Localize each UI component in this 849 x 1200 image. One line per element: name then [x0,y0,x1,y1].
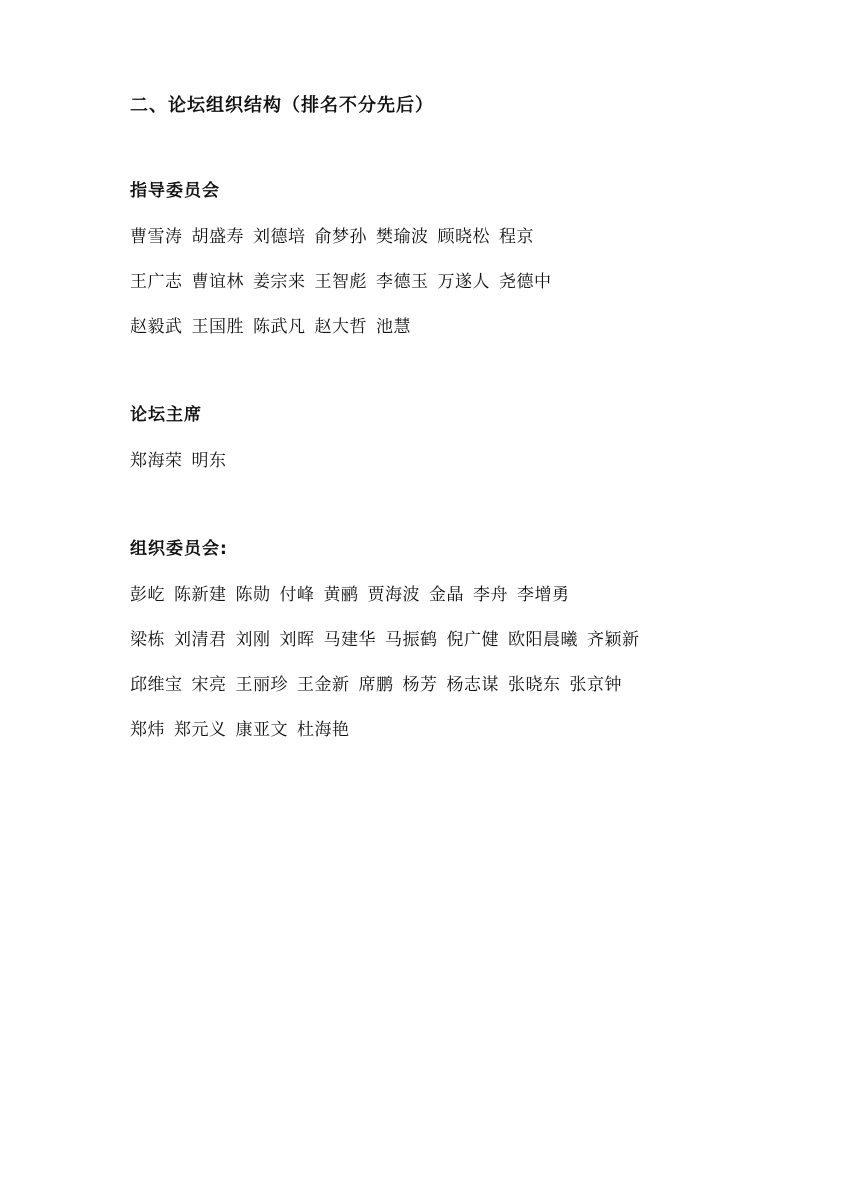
member-name: 杜海艳 [297,720,350,740]
member-name: 杨芳 [402,675,438,695]
member-name: 付峰 [279,585,315,605]
member-name: 刘晖 [279,630,315,650]
member-name: 程京 [499,227,534,247]
member-name: 马建华 [323,630,376,650]
name-line [130,315,552,339]
member-name: 陈勋 [235,585,271,605]
organizing-committee-section [130,537,640,742]
member-name: 陈新建 [174,585,227,605]
section-title: 指导委员会 [130,181,220,201]
member-name: 樊瑜波 [376,227,429,247]
member-name: 李德玉 [376,272,429,292]
page-heading: 二、论坛组织结构（排名不分先后） [130,95,434,116]
member-name: 金晶 [429,585,464,605]
member-name: 赵大哲 [314,317,367,337]
member-name: 贾海波 [367,585,420,605]
member-name: 刘德培 [253,227,306,247]
member-name: 郑炜 [130,720,165,740]
member-name: 王智彪 [314,272,367,292]
member-name: 梁栋 [130,630,165,650]
member-name: 席鹏 [358,675,394,695]
member-name: 胡盛寿 [191,227,244,247]
name-line [130,628,640,652]
member-name: 刘刚 [235,630,271,650]
name-line [130,673,640,697]
section-title: 论坛主席 [130,405,202,425]
member-name: 王金新 [297,675,350,695]
member-name: 明东 [191,451,227,471]
member-name: 马振鹤 [385,630,438,650]
member-name: 万遂人 [437,272,490,292]
forum-chair-section [130,403,227,473]
member-name: 张晓东 [508,675,561,695]
member-name: 齐颖新 [587,630,640,650]
steering-committee-section [130,179,552,339]
member-name: 倪广健 [446,630,499,650]
member-name: 邱维宝 [130,675,183,695]
name-line [130,583,640,607]
name-list [130,225,552,339]
member-name: 曹雪涛 [130,227,183,247]
member-name: 康亚文 [235,720,288,740]
member-name: 池慧 [376,317,411,337]
member-name: 郑元义 [174,720,227,740]
member-name: 赵毅武 [130,317,183,337]
member-name: 张京钟 [569,675,622,695]
member-name: 李舟 [473,585,508,605]
member-name: 黄鹂 [323,585,359,605]
member-name: 王国胜 [191,317,244,337]
member-name: 王广志 [130,272,183,292]
member-name: 郑海荣 [130,451,183,471]
member-name: 彭屹 [130,585,165,605]
name-list [130,449,227,473]
member-name: 宋亮 [191,675,227,695]
section-title: 组织委员会: [130,539,228,559]
member-name: 顾晓松 [437,227,490,247]
name-line [130,225,552,249]
member-name: 刘清君 [174,630,227,650]
member-name: 王丽珍 [235,675,288,695]
member-name: 欧阳晨曦 [508,630,578,650]
member-name: 陈武凡 [253,317,306,337]
member-name: 姜宗来 [253,272,306,292]
member-name: 尧德中 [499,272,552,292]
name-line [130,718,640,742]
member-name: 李增勇 [517,585,570,605]
member-name: 俞梦孙 [314,227,367,247]
name-list [130,583,640,742]
member-name: 曹谊林 [191,272,244,292]
member-name: 杨志谋 [446,675,499,695]
name-line [130,449,227,473]
name-line [130,270,552,294]
